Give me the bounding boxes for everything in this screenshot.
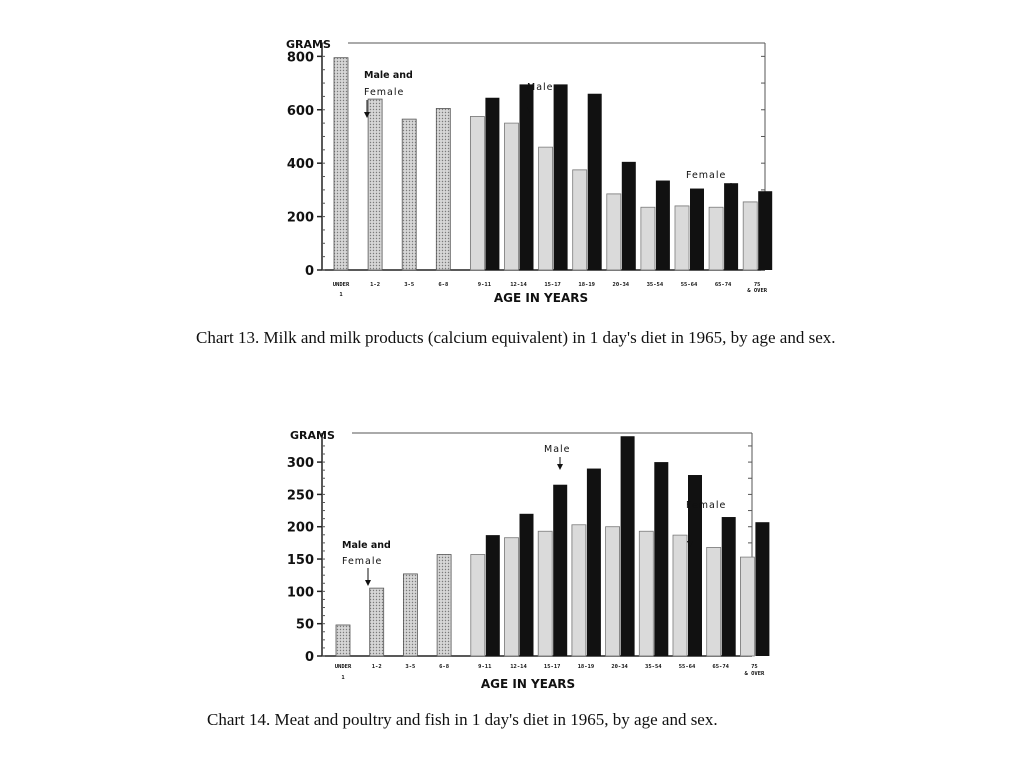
annotation-label: Female [686,500,727,511]
bar-male [622,162,636,270]
bar-female [743,202,757,270]
x-tick-label: 65-74 [714,282,732,288]
x-tick-label: 18-19 [578,282,595,288]
bar-male [654,462,668,656]
bar-female [641,207,655,270]
x-tick-label: 1-2 [370,282,381,288]
bar-female [606,527,620,656]
bar-male [553,485,567,656]
annotation-label: Female [342,556,383,567]
y-tick-label: 50 [295,617,314,633]
bar-male [690,189,704,270]
x-tick-label: 35-54 [645,664,662,670]
x-tick-label: 1 [339,292,343,298]
y-tick-label: 100 [286,585,314,601]
x-axis-label: AGE IN YEARS [493,291,589,305]
annotation-arrow-head [365,580,371,586]
y-tick-label: 150 [286,553,314,569]
bar-male [656,181,670,270]
x-tick-label: 55-64 [678,664,696,670]
y-tick-label: 0 [304,650,314,665]
x-tick-label: 12-14 [510,282,527,288]
annotation-arrow-head [557,464,563,470]
bar-male-and-female [370,588,384,656]
x-tick-label: 65-74 [712,664,729,670]
bar-female [505,123,519,270]
x-tick-label: 1-2 [371,664,382,670]
x-tick-label: 15-17 [543,664,561,670]
bar-female [538,531,552,656]
bar-male [485,98,499,270]
y-tick-label: 0 [304,264,314,279]
bar-female [675,206,689,270]
x-tick-label: UNDER [334,664,352,670]
bar-male-and-female [436,108,450,270]
bar-female [707,547,721,656]
bar-female [639,531,653,656]
x-tick-label: 3-5 [405,664,416,670]
bar-female [573,170,587,270]
bar-female [607,194,621,270]
bar-male [722,517,736,656]
bar-female [470,116,484,270]
bar-female [471,555,485,656]
bar-male [520,514,534,656]
annotation-label: Female [686,170,727,181]
annotation-label: Male [527,82,554,93]
y-tick-label: 200 [286,210,314,226]
x-tick-label: 20-34 [612,282,630,288]
x-tick-label: 1 [341,675,345,681]
bar-male [588,94,602,270]
chart-14-caption: Chart 14. Meat and poultry and fish in 1 day's diet in 1965, by age and sex. [207,710,718,729]
x-tick-label: & OVER [747,288,768,294]
bar-male [621,436,635,656]
bar-female [572,525,586,656]
chart-13-caption: Chart 13. Milk and milk products (calcium equivalent) in 1 day's diet in 1965, by age and sex. [196,328,836,347]
bar-female [709,207,723,270]
chart-13-milk-products [0,0,1024,320]
bar-female [539,147,553,270]
x-tick-label: 15-17 [544,282,561,288]
bar-male-and-female [437,555,451,656]
annotation-label: Male and [364,70,413,81]
bar-male-and-female [402,119,416,270]
bar-female [505,538,519,656]
bar-male-and-female [403,574,417,656]
x-axis-label: AGE IN YEARS [480,677,576,691]
bar-male [758,191,772,270]
bar-male-and-female [336,625,350,656]
x-tick-label: 35-54 [646,282,664,288]
x-tick-label: 20-34 [611,664,628,670]
x-tick-label: 3-5 [404,282,415,288]
x-tick-label: 9-11 [478,664,492,670]
y-tick-label: 300 [286,456,314,472]
x-tick-label: UNDER [332,282,350,288]
x-tick-label: 9-11 [477,282,492,288]
bar-male-and-female [334,58,348,270]
bar-female [673,535,687,656]
x-tick-label: 6-8 [439,664,450,670]
bar-male-and-female [368,99,382,270]
y-tick-label: 250 [286,488,314,504]
x-tick-label: 75 [751,664,758,670]
y-tick-label: 600 [286,103,314,119]
y-axis-label: GRAMS [290,429,335,442]
y-axis-label: GRAMS [286,38,331,51]
x-tick-label: 55-64 [680,282,698,288]
x-tick-label: & OVER [744,671,765,677]
bar-male [486,535,500,656]
annotation-label: Male [544,444,571,455]
bar-male [554,84,568,270]
y-tick-label: 200 [286,520,314,536]
bar-male [755,522,769,656]
annotation-label: Male and [342,540,391,551]
bar-male [587,469,601,656]
x-tick-label: 75 [753,282,761,288]
y-tick-label: 800 [286,50,314,66]
annotation-label: Female [364,87,405,98]
x-tick-label: 12-14 [510,664,527,670]
chart-14-meat-poultry-fish [0,400,1024,700]
bar-female [740,557,754,656]
y-tick-label: 400 [286,157,314,173]
x-tick-label: 6-8 [438,282,449,288]
bar-male [520,84,534,270]
x-tick-label: 18-19 [577,664,595,670]
